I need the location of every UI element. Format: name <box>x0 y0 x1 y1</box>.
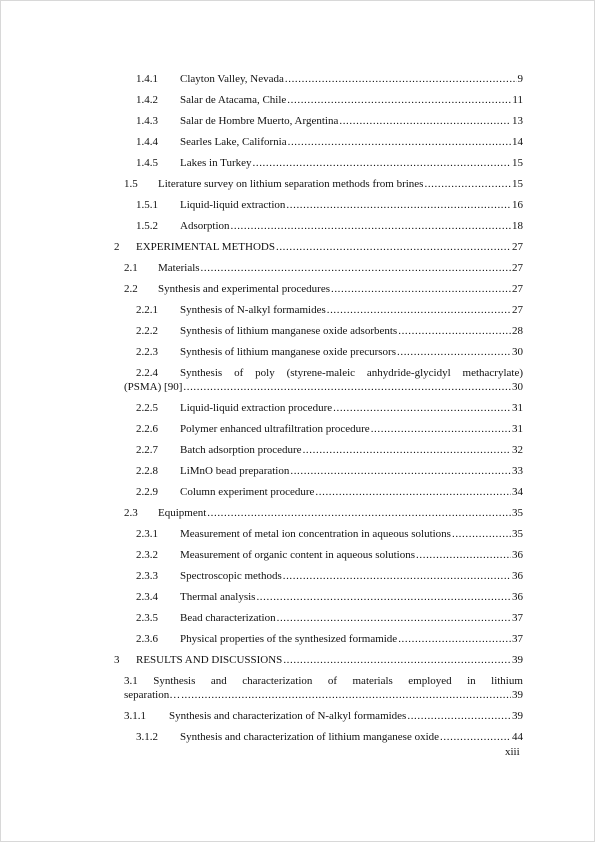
toc-number: 1.4.1 <box>136 73 158 85</box>
toc-page: 36 <box>512 549 523 561</box>
toc-title: Synthesis and characterization of N-alkyl formamides <box>169 710 407 722</box>
toc-number: 2.2.4 <box>136 367 158 379</box>
toc-leader <box>290 465 511 478</box>
toc-title: Liquid-liquid extraction procedure <box>180 402 333 414</box>
toc-leader <box>452 528 511 541</box>
toc-entry-2-2-5 <box>136 402 523 415</box>
toc-title: Synthesis of lithium manganese oxide adsorbents <box>180 325 398 337</box>
toc-page: 33 <box>512 465 523 477</box>
toc-number: 2 <box>114 241 120 253</box>
toc-entry-2-2-7 <box>136 444 523 457</box>
toc-leader <box>371 423 511 436</box>
toc-number: 1.4.3 <box>136 115 158 127</box>
toc-leader <box>256 591 511 604</box>
toc-title: Lakes in Turkey <box>180 157 252 169</box>
toc-entry-2-3-5 <box>136 612 523 625</box>
toc-page: 36 <box>512 570 523 582</box>
toc-leader <box>277 612 511 625</box>
toc-title-line2: separation… <box>124 689 181 701</box>
toc-title: LiMnO bead preparation <box>180 465 290 477</box>
toc-leader <box>283 654 511 667</box>
toc-page: 27 <box>512 304 523 316</box>
toc-entry-1-4-3 <box>136 115 523 128</box>
toc-title-word: Synthesis <box>153 675 196 687</box>
toc-number: 2.3.1 <box>136 528 158 540</box>
toc-leader <box>283 570 511 583</box>
toc-entry-1-5 <box>124 178 523 191</box>
toc-entry-2 <box>114 241 523 254</box>
toc-page: 35 <box>512 528 523 540</box>
toc-entry-1-4-4 <box>136 136 523 149</box>
toc-leader <box>416 549 511 562</box>
toc-number: 1.5.2 <box>136 220 158 232</box>
toc-page: 16 <box>512 199 523 211</box>
toc-page: 35 <box>512 507 523 519</box>
toc-number: 2.2.5 <box>136 402 158 414</box>
toc-page: 9 <box>517 73 523 85</box>
toc-entry-3-1-2 <box>136 731 523 744</box>
toc-entry-2-3-1 <box>136 528 523 541</box>
toc-leader <box>201 262 511 275</box>
toc-title: Synthesis and experimental procedures <box>158 283 330 295</box>
toc-leader <box>253 157 512 170</box>
toc-number: 2.3.3 <box>136 570 158 582</box>
toc-leader <box>285 73 517 86</box>
toc-title: Physical properties of the synthesized formamide <box>180 633 398 645</box>
toc-entry-3-1-line2 <box>124 689 523 702</box>
toc-leader <box>207 507 511 520</box>
toc-page: 39 <box>512 710 523 722</box>
toc-entry-2-3-6 <box>136 633 523 646</box>
toc-page: 39 <box>512 689 523 701</box>
toc-page: 18 <box>512 220 523 232</box>
toc-entry-2-2-4-line1 <box>136 367 523 380</box>
toc-entry-1-5-1 <box>136 199 523 212</box>
toc-page: 31 <box>512 402 523 414</box>
toc-entry-1-4-1 <box>136 73 523 86</box>
toc-leader <box>333 402 511 415</box>
toc-title-word: characterization <box>242 675 313 687</box>
toc-entry-3 <box>114 654 523 667</box>
toc-number: 2.2.7 <box>136 444 158 456</box>
toc-entry-2-3-2 <box>136 549 523 562</box>
toc-number: 3.1.2 <box>136 731 158 743</box>
toc-title: Measurement of metal ion concentration in aqueous solutions <box>180 528 451 540</box>
toc-page: 13 <box>512 115 523 127</box>
toc-leader <box>287 94 511 107</box>
toc-number: 2.3.5 <box>136 612 158 624</box>
toc-leader <box>303 444 511 457</box>
toc-title: Adsorption <box>180 220 230 232</box>
toc-number: 2.3.4 <box>136 591 158 603</box>
toc-leader <box>276 241 511 254</box>
toc-page: 11 <box>512 94 523 106</box>
toc-title: Liquid-liquid extraction <box>180 199 286 211</box>
toc-title: Clayton Valley, Nevada <box>180 73 284 85</box>
toc-page: 32 <box>512 444 523 456</box>
toc-page: 31 <box>512 423 523 435</box>
toc-number: 2.2.2 <box>136 325 158 337</box>
toc-page: 15 <box>512 157 523 169</box>
toc-page: 44 <box>512 731 523 743</box>
toc-entry-2-2-3 <box>136 346 523 359</box>
toc-title: Polymer enhanced ultrafiltration procedure <box>180 423 370 435</box>
toc-title: Thermal analysis <box>180 591 256 603</box>
toc-title: Synthesis and characterization of lithium manganese oxide <box>180 731 440 743</box>
toc-entry-2-3-4 <box>136 591 523 604</box>
toc-title: Materials <box>158 262 200 274</box>
toc-page: 39 <box>512 654 523 666</box>
toc-page: 27 <box>512 241 523 253</box>
toc-title-word: of <box>327 675 338 687</box>
toc-leader <box>327 304 511 317</box>
toc-leader <box>398 633 511 646</box>
toc-entry-1-5-2 <box>136 220 523 233</box>
toc-entry-2-2-9 <box>136 486 523 499</box>
toc-number: 1.4.5 <box>136 157 158 169</box>
toc-entry-2-3 <box>124 507 523 520</box>
toc-leader <box>397 346 511 359</box>
toc-page: 34 <box>512 486 523 498</box>
toc-number: 2.3 <box>124 507 138 519</box>
toc-leader <box>181 689 511 702</box>
toc-leader <box>231 220 512 233</box>
toc-title-word: materials <box>352 675 393 687</box>
toc-number: 3.1 <box>124 675 138 687</box>
toc-title: EXPERIMENTAL METHODS <box>136 241 275 253</box>
toc-number: 1.5.1 <box>136 199 158 211</box>
toc-page: 15 <box>512 178 523 190</box>
toc-page: 30 <box>512 381 523 393</box>
toc-title-word: employed <box>408 675 452 687</box>
toc-leader <box>440 731 511 744</box>
page-number: xiii <box>505 746 520 758</box>
toc-number: 3 <box>114 654 120 666</box>
toc-page: 14 <box>512 136 523 148</box>
toc-page: 30 <box>512 346 523 358</box>
toc-title-line2: (PSMA) [90] <box>124 381 183 393</box>
toc-leader <box>398 325 511 338</box>
toc-leader <box>315 486 511 499</box>
toc-entry-2-2-2 <box>136 325 523 338</box>
toc-number: 2.3.6 <box>136 633 158 645</box>
toc-number: 2.2.8 <box>136 465 158 477</box>
toc-number: 3.1.1 <box>124 710 146 722</box>
toc-title: Salar de Hombre Muerto, Argentina <box>180 115 339 127</box>
toc-title-word: lithium <box>491 675 523 687</box>
toc-entry-1-4-2 <box>136 94 523 107</box>
toc-title: Spectroscopic methods <box>180 570 282 582</box>
toc-entry-2-3-3 <box>136 570 523 583</box>
toc-leader <box>183 381 511 394</box>
toc-leader <box>407 710 511 723</box>
toc-number: 2.1 <box>124 262 138 274</box>
toc-page: 28 <box>512 325 523 337</box>
toc-title: Batch adsorption procedure <box>180 444 302 456</box>
toc-title-word: and <box>210 675 227 687</box>
toc-title: Salar de Atacama, Chile <box>180 94 287 106</box>
toc-leader <box>286 199 511 212</box>
toc-title: Searles Lake, California <box>180 136 287 148</box>
toc-number: 2.2.9 <box>136 486 158 498</box>
toc-title: Literature survey on lithium separation methods from brines <box>158 178 424 190</box>
toc-title: RESULTS AND DISCUSSIONS <box>136 654 283 666</box>
toc-entry-2-2-1 <box>136 304 523 317</box>
toc-number: 1.5 <box>124 178 138 190</box>
toc-number: 1.4.4 <box>136 136 158 148</box>
toc-number: 2.2.3 <box>136 346 158 358</box>
toc-entry-2-2-6 <box>136 423 523 436</box>
toc-page: 27 <box>512 283 523 295</box>
toc-page: 37 <box>512 633 523 645</box>
toc-entry-2-2-4-line2 <box>124 381 523 394</box>
toc-number: 2.2.1 <box>136 304 158 316</box>
toc-title: Column experiment procedure <box>180 486 315 498</box>
toc-number: 2.2.6 <box>136 423 158 435</box>
toc-page: 36 <box>512 591 523 603</box>
toc-title: Synthesis of N-alkyl formamides <box>180 304 326 316</box>
toc-entry-3-1-line1 <box>124 675 523 688</box>
toc-entry-2-1 <box>124 262 523 275</box>
toc-number: 2.3.2 <box>136 549 158 561</box>
toc-title-word: in <box>467 675 476 687</box>
toc-number: 2.2 <box>124 283 138 295</box>
toc-leader <box>424 178 511 191</box>
toc-title: Equipment <box>158 507 207 519</box>
toc-number: 1.4.2 <box>136 94 158 106</box>
toc-title-line1: Synthesis of poly (styrene-maleic anhydride-glycidyl methacrylate) <box>180 367 523 379</box>
toc-page: 37 <box>512 612 523 624</box>
toc-title: Bead characterization <box>180 612 276 624</box>
toc-leader <box>339 115 511 128</box>
toc-entry-2-2-8 <box>136 465 523 478</box>
toc-entry-3-1-1 <box>124 710 523 723</box>
toc-title: Synthesis of lithium manganese oxide precursors <box>180 346 396 358</box>
toc-leader <box>331 283 511 296</box>
toc-entry-2-2 <box>124 283 523 296</box>
toc-entry-1-4-5 <box>136 157 523 170</box>
toc-page: 27 <box>512 262 523 274</box>
toc-title: Measurement of organic content in aqueous solutions <box>180 549 416 561</box>
toc-leader <box>288 136 511 149</box>
